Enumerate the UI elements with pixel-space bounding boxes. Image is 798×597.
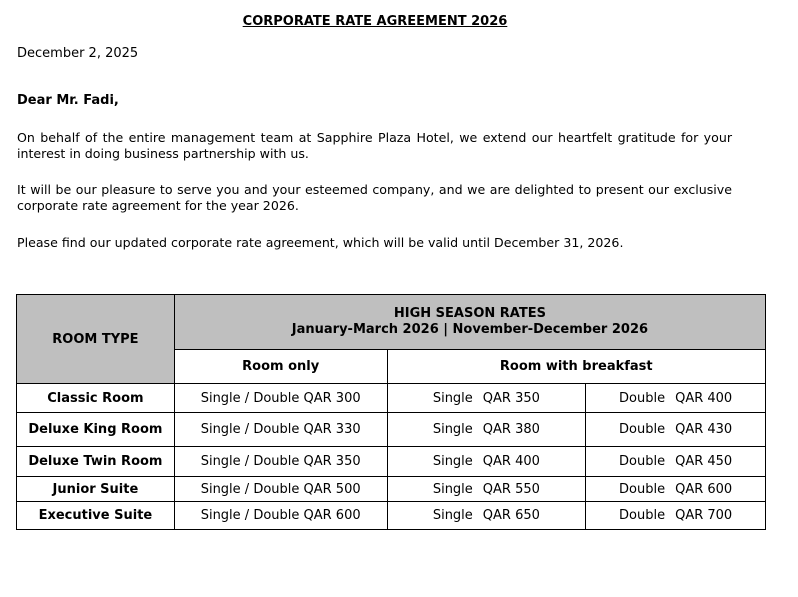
table-row	[17, 384, 766, 413]
double-label: Double	[619, 422, 666, 437]
room-name: Junior Suite	[17, 477, 175, 502]
room-breakfast-header: Room with breakfast	[387, 350, 765, 384]
paragraph-gratitude: On behalf of the entire management team at Sapphire Plaza Hotel, we extend our heartfelt gratitude for your interest in doing business partnership with us.	[17, 130, 732, 161]
paragraph-validity: Please find our updated corporate rate agreement, which will be valid until December 31, 2026.	[17, 235, 624, 250]
double-price: QAR 400	[675, 390, 733, 406]
breakfast-single-rate	[387, 447, 586, 477]
single-label: Single	[432, 508, 473, 523]
season-period: January-March 2026 | November-December 2026	[291, 322, 649, 337]
double-label: Double	[619, 481, 666, 497]
room-type-header: ROOM TYPE	[17, 295, 175, 384]
season-header	[174, 295, 765, 350]
table-row	[17, 502, 766, 530]
single-label: Single	[432, 422, 473, 437]
double-price: QAR 430	[675, 422, 733, 437]
room-name: Deluxe Twin Room	[17, 447, 175, 477]
table-row	[17, 477, 766, 502]
room-name: Executive Suite	[17, 502, 175, 530]
breakfast-double-rate	[586, 502, 766, 530]
single-label: Single	[432, 454, 473, 469]
table-row	[17, 447, 766, 477]
breakfast-single-rate	[387, 477, 586, 502]
double-price: QAR 700	[675, 508, 733, 523]
breakfast-double-rate	[586, 384, 766, 413]
double-label: Double	[619, 508, 666, 523]
single-label: Single	[432, 390, 473, 406]
double-label: Double	[619, 454, 666, 469]
salutation: Dear Mr. Fadi,	[17, 93, 119, 108]
season-title: HIGH SEASON RATES	[393, 306, 546, 321]
rate-table	[16, 294, 766, 530]
room-only-rate: Single / Double QAR 500	[174, 477, 387, 502]
single-price: QAR 550	[482, 481, 540, 497]
single-price: QAR 650	[482, 508, 540, 523]
document-title: CORPORATE RATE AGREEMENT 2026	[242, 14, 508, 29]
letter-date: December 2, 2025	[17, 46, 139, 61]
breakfast-double-rate	[586, 447, 766, 477]
breakfast-double-rate	[586, 477, 766, 502]
room-name: Deluxe King Room	[17, 413, 175, 447]
room-only-rate: Single / Double QAR 600	[174, 502, 387, 530]
room-only-header: Room only	[174, 350, 387, 384]
breakfast-single-rate	[387, 502, 586, 530]
single-price: QAR 400	[482, 454, 540, 469]
single-price: QAR 350	[482, 390, 540, 406]
double-price: QAR 600	[675, 481, 733, 497]
room-only-rate: Single / Double QAR 300	[174, 384, 387, 413]
breakfast-single-rate	[387, 384, 586, 413]
single-price: QAR 380	[482, 422, 540, 437]
paragraph-pleasure: It will be our pleasure to serve you and your esteemed company, and we are delighted to present our exclusive corporate rate agreement for the year 2026.	[17, 182, 732, 213]
room-only-rate: Single / Double QAR 330	[174, 413, 387, 447]
single-label: Single	[432, 481, 473, 497]
breakfast-double-rate	[586, 413, 766, 447]
table-row	[17, 413, 766, 447]
breakfast-single-rate	[387, 413, 586, 447]
room-only-rate: Single / Double QAR 350	[174, 447, 387, 477]
double-label: Double	[619, 390, 666, 406]
double-price: QAR 450	[675, 454, 733, 469]
room-name: Classic Room	[17, 384, 175, 413]
